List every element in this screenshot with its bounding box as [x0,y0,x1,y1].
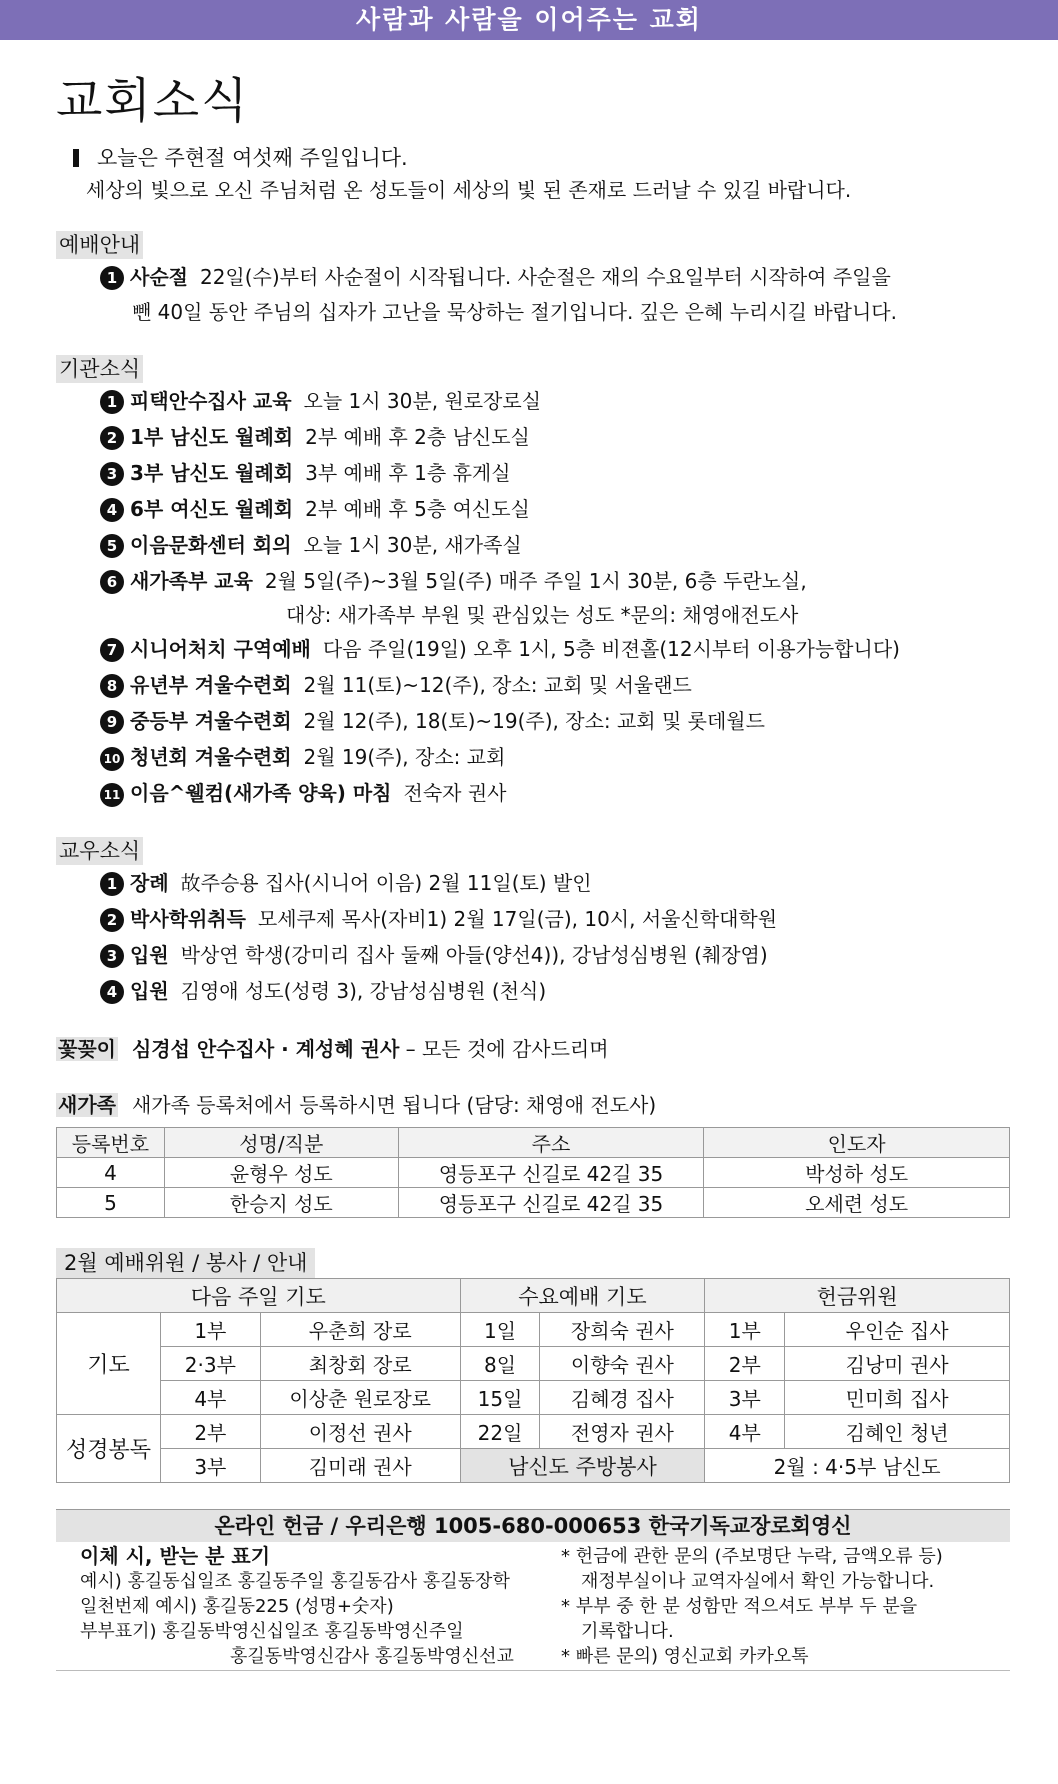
table-cell: 김혜인 청년 [785,1415,1010,1449]
header-cell: 수요예배 기도 [460,1279,705,1313]
list-item [100,739,1010,775]
org-list [56,383,1010,811]
item-text: 2부 예배 후 5층 여신도실 [305,497,530,521]
list-item [100,383,1010,419]
number-badge-icon: 7 [100,638,124,662]
list-item [100,703,1010,739]
item-text: 故주승용 집사(시니어 이음) 2월 11일(토) 발인 [180,871,592,895]
number-badge-icon: 1 [100,872,124,896]
number-badge-icon: 3 [100,944,124,968]
offering-right-line: * 헌금에 관한 문의 (주보명단 누락, 금액오류 등) [561,1546,943,1567]
group-cell: 기도 [57,1313,161,1415]
flowers-label: 꽃꽂이 [58,1037,116,1061]
list-item [100,667,1010,703]
table-cell: 3부 [160,1449,260,1483]
table-cell: 이상춘 원로장로 [260,1381,460,1415]
item-text: 다음 주일(19일) 오후 1시, 5층 비젼홀(12시부터 이용가능합니다) [322,637,900,661]
table-cell: 22일 [460,1415,540,1449]
item-text: 박상연 학생(강미리 집사 둘째 아들(양선4)), 강남성심병원 (췌장염) [180,943,768,967]
item-title: 입원 [130,943,169,967]
list-item [100,865,1010,901]
number-badge-icon: 1 [100,390,124,414]
table-cell: 1부 [160,1313,260,1347]
list-item [100,527,1010,563]
number-badge-icon: 1 [100,266,124,290]
offering-right-line: 재정부실이나 교역자실에서 확인 가능합니다. [581,1571,935,1592]
item-title: 피택안수집사 교육 [130,389,292,413]
number-badge-icon: 8 [100,674,124,698]
item-continuation: 대상: 새가족부 부원 및 관심있는 성도 *문의: 채영애전도사 [286,603,799,627]
table-cell: 이정선 권사 [260,1415,460,1449]
offering-left-line: 부부표기) 홍길동박영신십일조 홍길동박영신주일 [80,1621,464,1642]
intro-line-2: 세상의 빛으로 오신 주님처럼 온 성도들이 세상의 빛 된 존재로 드러날 수 있길 바랍니다. [86,178,852,202]
flowers-names: 심경섭 안수집사 · 계성혜 권사 [131,1037,400,1061]
table-cell: 오세련 성도 [704,1188,1010,1218]
table-cell: 영등포구 신길로 42길 35 [398,1158,704,1188]
offering-box [56,1509,1010,1670]
table-cell: 4부 [705,1415,785,1449]
intro-text-1: 오늘은 주현절 여섯째 주일입니다. [97,146,408,170]
number-badge-icon: 11 [100,783,124,807]
section-worship-heading: 예배안내 [56,231,143,259]
table-cell: 우춘희 장로 [260,1313,460,1347]
intro-line-1 [73,141,1010,175]
item-title: 시니어처치 구역예배 [130,637,311,661]
section-org-heading: 기관소식 [56,355,143,383]
header-cell: 등록번호 [57,1128,165,1158]
item-continuation: 뺀 40일 동안 주님의 십자가 고난을 묵상하는 절기입니다. 깊은 은혜 누리시길 바랍니다. [132,300,897,324]
table-cell: 이향숙 권사 [540,1347,705,1381]
kitchen-label: 남신도 주방봉사 [460,1449,705,1483]
table-cell: 장희숙 권사 [540,1313,705,1347]
offering-left-line: 일천번제 예시) 홍길동225 (성명+숫자) [80,1596,394,1617]
table-cell: 4 [57,1158,165,1188]
item-text: 김영애 성도(성령 3), 강남성심병원 (천식) [180,979,547,1003]
newfamily-header-row [57,1128,1010,1158]
bullet-bar-icon [73,149,79,167]
item-text: 2월 19(주), 장소: 교회 [303,745,506,769]
offering-left-line: 예시) 홍길동십일조 홍길동주일 홍길동감사 홍길동장학 [80,1571,510,1592]
item-title: 유년부 겨울수련회 [130,673,292,697]
item-title: 새가족부 교육 [130,569,253,593]
header-cell: 다음 주일 기도 [57,1279,461,1313]
item-title: 청년회 겨울수련회 [130,745,292,769]
number-badge-icon: 5 [100,534,124,558]
section-members-heading: 교우소식 [56,837,143,865]
table-cell: 1일 [460,1313,540,1347]
newfamily-label: 새가족 [58,1093,116,1117]
item-title: 박사학위취득 [130,907,246,931]
table-cell: 4부 [160,1381,260,1415]
group-cell: 성경봉독 [57,1415,161,1483]
kitchen-value: 2월 : 4·5부 남신도 [705,1449,1010,1483]
number-badge-icon: 2 [100,908,124,932]
offering-right [561,1544,1001,1669]
offering-left-line: 홍길동박영신감사 홍길동박영신선교 [230,1646,514,1667]
list-item [100,259,1010,295]
table-cell: 우인순 집사 [785,1313,1010,1347]
list-item [100,901,1010,937]
flowers-text: – 모든 것에 감사드리며 [399,1037,609,1061]
item-title: 이음문화센터 회의 [130,533,292,557]
page-title: 교회소식 [56,73,250,129]
offering-left-heading: 이체 시, 받는 분 표기 [80,1544,271,1568]
newfamily-table [56,1127,1010,1218]
item-title: 중등부 겨울수련회 [130,709,292,733]
newfamily-text: 새가족 등록처에서 등록하시면 됩니다 (담당: 채영애 전도사) [131,1093,657,1117]
list-item [100,775,1010,811]
number-badge-icon: 9 [100,710,124,734]
item-text: 3부 예배 후 1층 휴게실 [305,461,511,485]
item-text: 2월 5일(주)~3월 5일(주) 매주 주일 1시 30분, 6층 두란노실, [264,569,807,593]
header-cell: 인도자 [704,1128,1010,1158]
item-text: 22일(수)부터 사순절이 시작됩니다. 사순절은 재의 수요일부터 시작하여 주일을 [199,265,891,289]
list-item [100,419,1010,455]
item-title: 3부 남신도 월례회 [130,461,294,485]
table-row [57,1313,1010,1347]
table-row [57,1347,1010,1381]
members-list [56,865,1010,1009]
list-item [100,491,1010,527]
item-title: 6부 여신도 월례회 [130,497,294,521]
table-row [57,1158,1010,1188]
item-text: 2월 12(주), 18(토)~19(주), 장소: 교회 및 롯데월드 [303,709,765,733]
roster-table [56,1278,1010,1483]
table-row [57,1188,1010,1218]
item-text: 오늘 1시 30분, 원로장로실 [303,389,542,413]
number-badge-icon: 2 [100,426,124,450]
number-badge-icon: 10 [100,747,124,771]
offering-left [80,1544,560,1669]
table-cell: 2·3부 [160,1347,260,1381]
item-text: 전숙자 권사 [403,781,507,805]
newfamily-line [56,1089,1010,1121]
item-text: 오늘 1시 30분, 새가족실 [303,533,522,557]
number-badge-icon: 4 [100,980,124,1004]
table-cell: 2부 [160,1415,260,1449]
table-cell: 박성하 성도 [704,1158,1010,1188]
table-cell: 김낭미 권사 [785,1347,1010,1381]
worship-list [56,259,1010,329]
number-badge-icon: 3 [100,462,124,486]
roster-title: 2월 예배위원 / 봉사 / 안내 [56,1248,315,1278]
table-cell: 윤형우 성도 [164,1158,398,1188]
table-row [57,1381,1010,1415]
bottom-divider [56,1670,1010,1671]
item-title: 이음^웰컴(새가족 양육) 마침 [130,781,392,805]
table-cell: 3부 [705,1381,785,1415]
list-item [100,631,1010,667]
offering-title: 온라인 헌금 / 우리은행 1005-680-000653 한국기독교장로회영신 [56,1510,1010,1542]
number-badge-icon: 6 [100,570,124,594]
item-text: 모세쿠제 목사(자비1) 2월 17일(금), 10시, 서울신학대학원 [257,907,778,931]
table-cell: 전영자 권사 [540,1415,705,1449]
roster-header-row [57,1279,1010,1313]
table-cell: 민미희 집사 [785,1381,1010,1415]
header-cell: 주소 [398,1128,704,1158]
item-title: 장례 [130,871,169,895]
page-body [0,62,1058,1670]
table-cell: 영등포구 신길로 42길 35 [398,1188,704,1218]
list-item [100,455,1010,491]
list-item [100,973,1010,1009]
offering-right-line: * 부부 중 한 분 성함만 적으셔도 부부 두 분을 [561,1596,918,1617]
table-row [57,1449,1010,1483]
item-title: 입원 [130,979,169,1003]
number-badge-icon: 4 [100,498,124,522]
table-cell: 15일 [460,1381,540,1415]
item-title: 1부 남신도 월례회 [130,425,294,449]
table-cell: 한승지 성도 [164,1188,398,1218]
header-cell: 성명/직분 [164,1128,398,1158]
table-cell: 최창회 장로 [260,1347,460,1381]
list-item [100,563,1010,599]
table-cell: 1부 [705,1313,785,1347]
header-cell: 헌금위원 [705,1279,1010,1313]
table-cell: 김미래 권사 [260,1449,460,1483]
top-banner: 사람과 사람을 이어주는 교회 [0,0,1058,40]
list-item [100,937,1010,973]
item-title: 사순절 [130,265,188,289]
table-cell: 김혜경 집사 [540,1381,705,1415]
item-text: 2월 11(토)~12(주), 장소: 교회 및 서울랜드 [303,673,692,697]
table-cell: 2부 [705,1347,785,1381]
flowers-line [56,1033,1010,1065]
table-cell: 5 [57,1188,165,1218]
table-cell: 8일 [460,1347,540,1381]
item-text: 2부 예배 후 2층 남신도실 [305,425,530,449]
offering-right-line: 기록합니다. [581,1621,674,1642]
table-row [57,1415,1010,1449]
offering-right-line: * 빠른 문의) 영신교회 카카오톡 [561,1646,809,1667]
